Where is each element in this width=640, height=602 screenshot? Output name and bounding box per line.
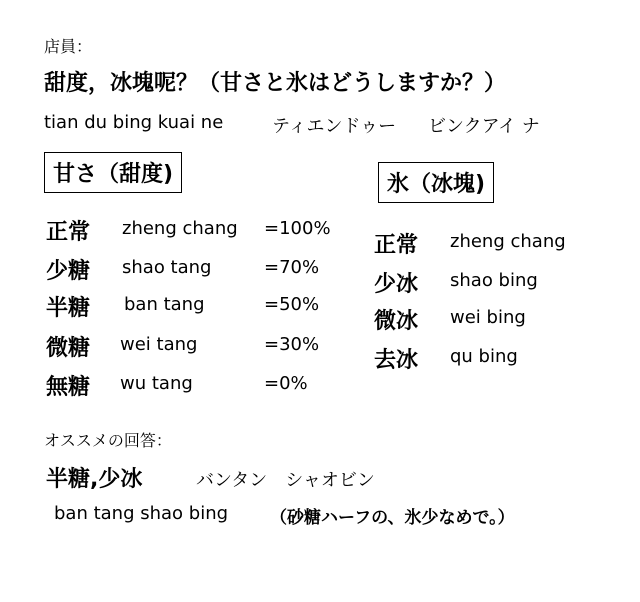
sweetness-row [46,291,346,321]
sweetness-hanzi: 微糖 [46,336,91,361]
sweetness-row [46,215,346,245]
sweetness-value: =30% [264,334,320,355]
ice-row [374,343,594,373]
sweetness-value: =0% [264,373,308,394]
question-pinyin: tian du bing kuai ne [44,112,224,133]
ice-row [374,304,594,334]
sweetness-hanzi: 少糖 [46,259,91,284]
sweetness-pinyin: shao tang [122,257,212,278]
sweetness-row [46,331,346,361]
sweetness-pinyin: ban tang [124,294,205,315]
sweetness-heading: 甘さ（甜度) [44,152,182,193]
question-kana-2: ビンクアイ ナ [428,116,540,137]
question-text: 甜度，冰塊呢？（甘さと氷はどうしますか？） [44,71,507,96]
answer-hanzi: 半糖,少冰 [46,467,143,492]
ice-pinyin: shao bing [450,270,538,291]
answer-pinyin: ban tang shao bing [54,503,229,524]
sweetness-hanzi: 正常 [46,220,91,245]
answer-kana: バンタン シャオビン [196,470,375,491]
ice-row [374,228,594,258]
sweetness-value: =70% [264,257,320,278]
ice-pinyin: zheng chang [450,231,566,252]
sweetness-pinyin: zheng chang [122,218,238,239]
sweetness-pinyin: wu tang [120,373,193,394]
question-kana-1: ティエンドゥー [272,116,397,137]
ice-hanzi: 去冰 [374,348,419,373]
ice-hanzi: 微冰 [374,309,419,334]
ice-pinyin: qu bing [450,346,518,367]
sweetness-value: =50% [264,294,320,315]
ice-hanzi: 少冰 [374,272,419,297]
sweetness-hanzi: 半糖 [46,296,91,321]
sweetness-pinyin: wei tang [120,334,198,355]
sweetness-row [46,370,346,400]
recommend-label: オススメの回答： [44,431,172,450]
staff-label: 店員： [44,37,93,56]
ice-row [374,267,594,297]
ice-hanzi: 正常 [374,233,419,258]
sweetness-row [46,254,346,284]
ice-heading: 氷（冰塊) [378,162,494,203]
sweetness-value: =100% [264,218,331,239]
sweetness-hanzi: 無糖 [46,375,91,400]
ice-pinyin: wei bing [450,307,526,328]
answer-note: （砂糖ハーフの、氷少なめで。） [270,508,515,528]
